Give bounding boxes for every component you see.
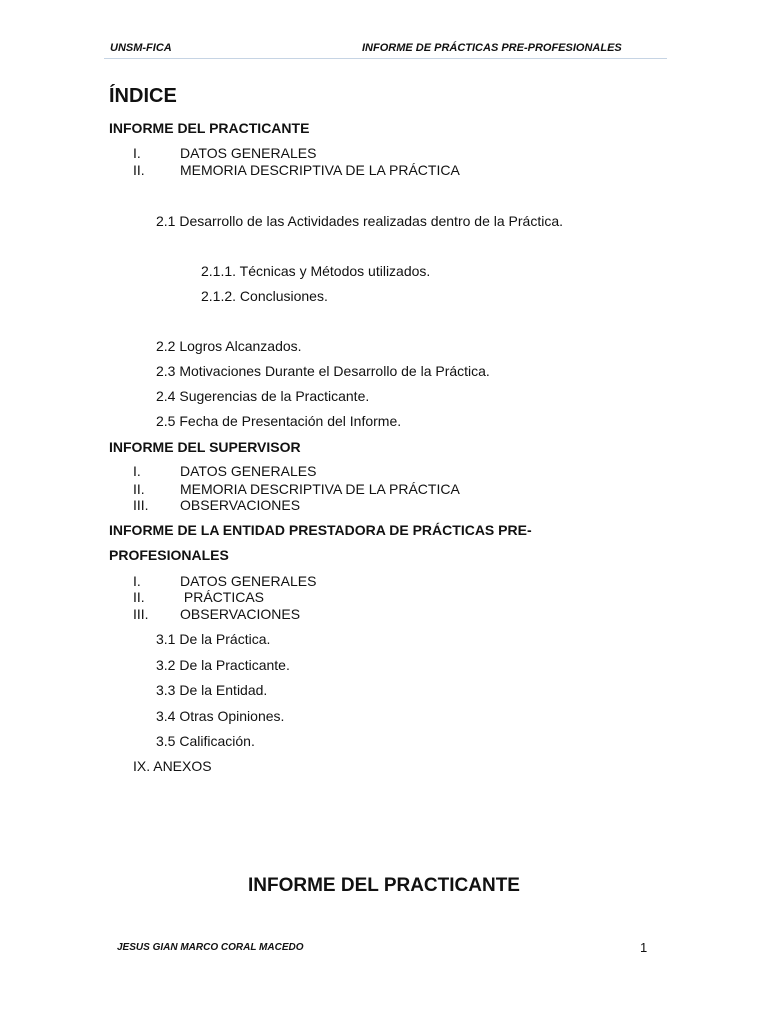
section-heading-entidad-line2: PROFESIONALES <box>109 547 229 563</box>
subsection-2-3: 2.3 Motivaciones Durante el Desarrollo de la Práctica. <box>156 363 490 379</box>
subsection-3-1: 3.1 De la Práctica. <box>156 631 271 647</box>
header-rule <box>104 58 667 59</box>
subsection-2-2: 2.2 Logros Alcanzados. <box>156 338 302 354</box>
subsection-2-5: 2.5 Fecha de Presentación del Informe. <box>156 413 402 429</box>
header-left: UNSM-FICA <box>110 42 172 54</box>
list-item-label: MEMORIA DESCRIPTIVA DE LA PRÁCTICA <box>180 481 460 497</box>
anexos-item: IX. ANEXOS <box>133 758 212 774</box>
list-item-label: OBSERVACIONES <box>180 606 301 622</box>
list-item-number: II. <box>133 162 145 178</box>
list-item-label: DATOS GENERALES <box>180 145 317 161</box>
list-item-number: II. <box>133 481 145 497</box>
list-item-number: III. <box>133 606 149 622</box>
list-item-label: PRÁCTICAS <box>180 589 265 605</box>
list-item-number: I. <box>133 463 141 479</box>
list-item-label: DATOS GENERALES <box>180 463 317 479</box>
list-item-label: MEMORIA DESCRIPTIVA DE LA PRÁCTICA <box>180 162 460 178</box>
subsection-3-3: 3.3 De la Entidad. <box>156 682 268 698</box>
subsection-3-5: 3.5 Calificación. <box>156 733 255 749</box>
section-heading-entidad-line1: INFORME DE LA ENTIDAD PRESTADORA DE PRÁCTICAS PRE- <box>109 522 532 538</box>
page-number: 1 <box>640 940 648 955</box>
subsection-3-4: 3.4 Otras Opiniones. <box>156 708 285 724</box>
subsection-2-1-1: 2.1.1. Técnicas y Métodos utilizados. <box>201 263 431 279</box>
subsection-2-1-2: 2.1.2. Conclusiones. <box>201 288 328 304</box>
list-item-number: I. <box>133 573 141 589</box>
list-item-number: II. <box>133 589 145 605</box>
page-title: ÍNDICE <box>109 85 177 107</box>
subsection-2-4: 2.4 Sugerencias de la Practicante. <box>156 388 370 404</box>
list-item-number: I. <box>133 145 141 161</box>
footer-author: JESUS GIAN MARCO CORAL MACEDO <box>117 942 304 953</box>
section-heading-practicante: INFORME DEL PRACTICANTE <box>109 120 310 136</box>
list-item-label: DATOS GENERALES <box>180 573 317 589</box>
section-title-practicante: INFORME DEL PRACTICANTE <box>248 875 520 896</box>
list-item-number: III. <box>133 497 149 513</box>
section-heading-supervisor: INFORME DEL SUPERVISOR <box>109 439 301 455</box>
list-item-label: OBSERVACIONES <box>180 497 301 513</box>
header-right: INFORME DE PRÁCTICAS PRE-PROFESIONALES <box>362 42 622 54</box>
subsection-3-2: 3.2 De la Practicante. <box>156 657 290 673</box>
subsection-2-1: 2.1 Desarrollo de las Actividades realizadas dentro de la Práctica. <box>156 213 563 229</box>
